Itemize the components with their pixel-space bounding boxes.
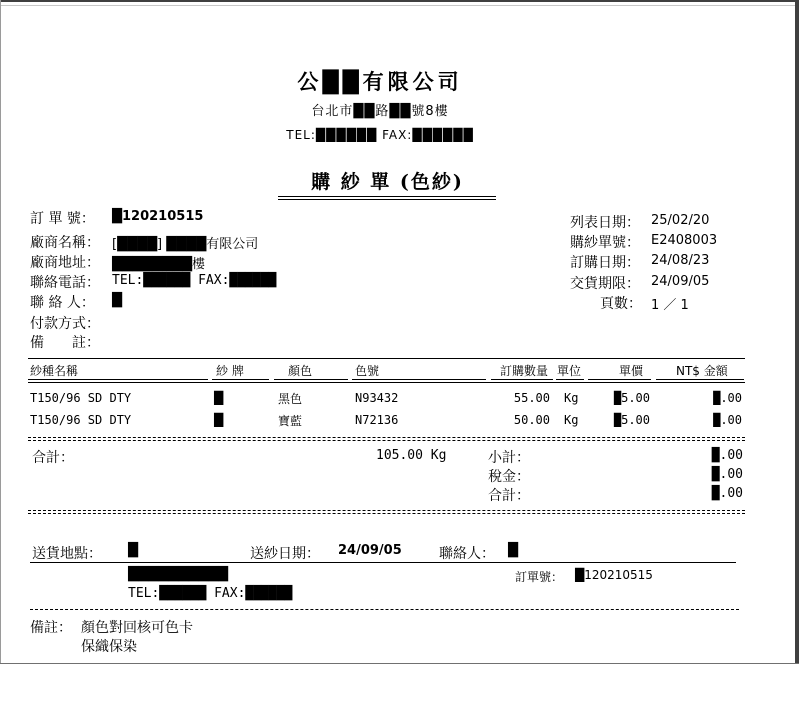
company-tel-fax: TEL:██████ FAX:██████ <box>286 128 474 142</box>
total-quantity: 105.00 Kg <box>376 448 447 463</box>
payment-label: 付款方式： <box>30 316 100 332</box>
row-qty: 50.00 <box>513 413 550 427</box>
window-top-border <box>0 0 799 2</box>
col-underline <box>588 379 651 380</box>
subtotal-label: 小計： <box>488 450 530 466</box>
title-underline <box>278 196 496 197</box>
remarks-label: 備註： <box>30 620 72 636</box>
totals-bottom-rule-double <box>28 513 745 514</box>
grand-total: █.00 <box>711 486 743 501</box>
order-date: 24/08/23 <box>651 253 710 268</box>
delivery-place-label: 送貨地點： <box>32 546 102 562</box>
col-amount-header: NT$ 金額 <box>676 364 728 378</box>
notes-label: 備 註： <box>30 335 100 351</box>
col-underline <box>274 379 348 380</box>
col-underline <box>28 379 208 380</box>
window-inner-border <box>0 5 799 6</box>
vendor-name-label: 廠商名稱： <box>30 235 100 251</box>
totals-top-rule <box>28 437 745 438</box>
totals-bottom-rule <box>28 510 745 511</box>
page-bottom-border <box>0 663 799 664</box>
row-color: 黑色 <box>278 392 303 406</box>
col-underline <box>556 379 584 380</box>
vendor-contact: █ <box>112 293 122 308</box>
row-color-no: N72136 <box>355 413 399 427</box>
pages-label: 頁數： <box>600 296 642 312</box>
title-underline-double <box>278 199 496 200</box>
row-brand: █ <box>214 413 224 427</box>
delivery-tel-fax: TEL:██████ FAX:██████ <box>128 586 293 601</box>
delivery-order-no-label: 訂單號： <box>515 570 564 584</box>
print-date-label: 列表日期： <box>570 215 640 231</box>
delivery-date-label: 送紗日期： <box>250 546 320 562</box>
po-no-label: 購紗單號： <box>570 235 640 251</box>
row-qty: 55.00 <box>513 391 550 405</box>
order-date-label: 訂購日期： <box>570 255 640 271</box>
remarks-rule <box>30 609 739 610</box>
remarks-line-1: 顏色對回核可色卡 <box>81 620 193 636</box>
grand-total-label: 合計： <box>488 488 530 504</box>
col-underline <box>212 379 269 380</box>
delivery-address: ██████████ <box>128 567 228 582</box>
vendor-address-label: 廠商地址： <box>30 255 100 271</box>
vendor-address: ████████樓 <box>112 257 205 272</box>
phone-label: 聯絡電話： <box>30 275 100 291</box>
company-name: 公██有限公司 <box>297 69 463 94</box>
po-number: E2408003 <box>651 233 718 248</box>
row-price: █5.00 <box>613 391 650 405</box>
document-title: 購 紗 單 (色紗) <box>311 171 464 193</box>
col-color-no-header: 色號 <box>355 364 380 378</box>
col-color-header: 顏色 <box>288 364 313 378</box>
print-date: 25/02/20 <box>651 213 710 228</box>
col-underline <box>656 379 744 380</box>
order-no-label: 訂 單 號： <box>30 211 95 227</box>
totals-top-rule-double <box>28 440 745 441</box>
vendor-name: [████] ████有限公司 <box>112 237 259 252</box>
row-amount: █.00 <box>713 391 742 405</box>
delivery-deadline-label: 交貨期限： <box>570 276 640 292</box>
col-brand-header: 紗 牌 <box>216 364 244 378</box>
row-color-no: N93432 <box>355 391 399 405</box>
col-price-header: 單價 <box>619 364 644 378</box>
total-label: 合計： <box>32 450 74 466</box>
col-underline <box>352 379 486 380</box>
col-qty-header: 訂購數量 <box>500 364 549 378</box>
company-address: 台北市██路██號8樓 <box>311 104 449 119</box>
delivery-rule <box>30 562 736 563</box>
row-yarn: T150/96 SD DTY <box>30 413 132 427</box>
page-count: 1 ／ 1 <box>651 298 689 313</box>
contact-label: 聯 絡 人： <box>30 295 95 311</box>
subtotal: █.00 <box>711 448 743 463</box>
remarks-line-2: 保織保染 <box>81 639 137 655</box>
col-underline <box>491 379 553 380</box>
delivery-deadline: 24/09/05 <box>651 274 710 289</box>
row-amount: █.00 <box>713 413 742 427</box>
table-header-rule <box>28 382 745 383</box>
row-yarn: T150/96 SD DTY <box>30 391 132 405</box>
row-color: 寶藍 <box>278 414 303 428</box>
row-unit: Kg <box>564 391 579 405</box>
row-price: █5.00 <box>613 413 650 427</box>
delivery-place: █ <box>128 543 138 558</box>
delivery-contact-label: 聯絡人： <box>439 546 495 562</box>
delivery-contact: █ <box>508 543 518 558</box>
window-right-border <box>795 0 799 664</box>
tax-amount: █.00 <box>711 467 743 482</box>
row-brand: █ <box>214 391 224 405</box>
delivery-order-no: █120210515 <box>575 568 653 582</box>
vendor-phone: TEL:██████ FAX:██████ <box>112 273 277 288</box>
order-no: █120210515 <box>112 209 204 224</box>
col-yarn-header: 紗種名稱 <box>30 364 79 378</box>
tax-label: 稅金： <box>488 469 530 485</box>
table-top-rule <box>28 358 745 359</box>
row-unit: Kg <box>564 413 579 427</box>
col-unit-header: 單位 <box>557 364 582 378</box>
delivery-date: 24/09/05 <box>338 543 402 558</box>
